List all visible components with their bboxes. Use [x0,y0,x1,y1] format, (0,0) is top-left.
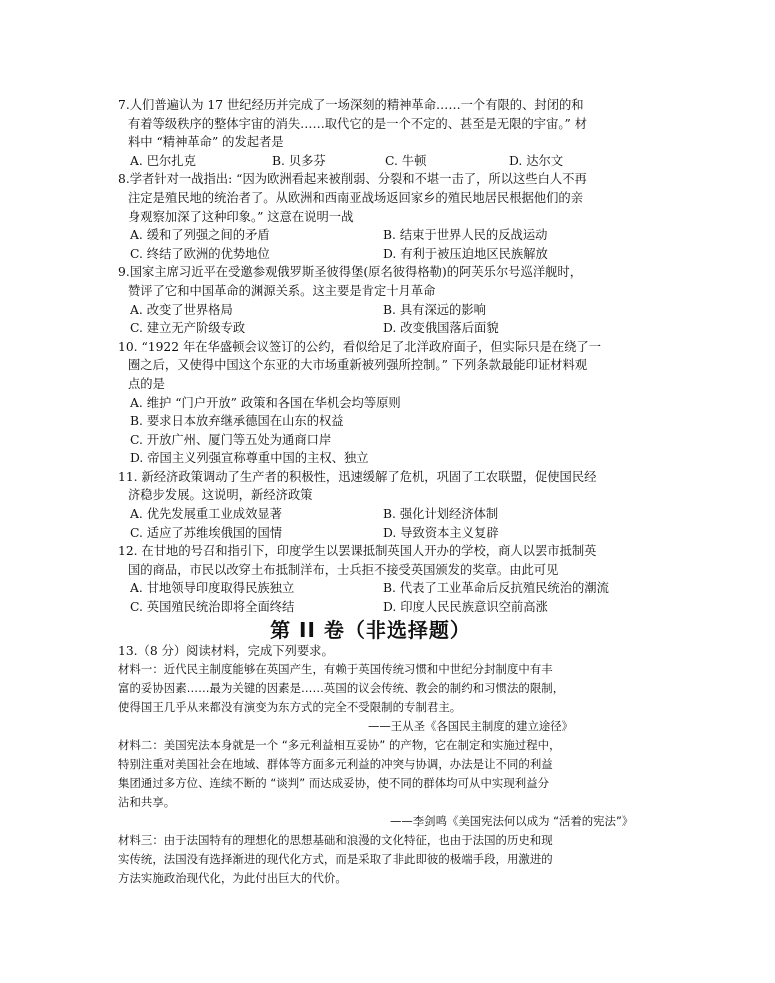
material-2-source: ——李剑鸣《美国宪法何以成为 “活着的宪法”》 [390,814,634,829]
question-8 [118,170,663,263]
material-3-line: 方法实施政治现代化，为此付出巨大的代价。 [118,871,347,886]
option-b[interactable]: B. 贝多芬 [272,153,326,168]
option-d[interactable]: D. 导致资本主义复辟 [383,525,499,540]
option-d[interactable]: D. 改变俄国落后面貌 [383,321,499,336]
material-1 [118,660,663,717]
option-d[interactable]: D. 有利于被压迫地区民族解放 [383,246,548,261]
question-10-line: 点的是 [128,376,165,391]
question-8-line: 8.学者针对一战指出: “因为欧洲看起来被削弱、分裂和不堪一击了，所以这些白人不再 [118,172,587,187]
question-7-options [118,152,663,171]
section-title: 第 II 卷（非选择题） [270,617,471,642]
material-1-line: 富的妥协因素……最为关键的因素是……英国的议会传统、教会的制约和习惯法的限制， [118,681,565,696]
question-7-line: 有着等级秩序的整体宇宙的消失……取代它的是一个不定的、甚至是无限的宇宙。” 材 [128,116,588,131]
option-c[interactable]: C. 英国殖民统治即将全面终结 [130,600,295,615]
question-7 [118,96,663,170]
option-a[interactable]: A. 改变了世界格局 [130,302,233,317]
material-1-line: 使得国王几乎从来都没有演变为东方式的完全不受限制的专制君主。 [118,700,462,715]
question-10-line: 圈之后，又使得中国这个东亚的大市场重新被列强所控制。” 下列条款最能印证材料观 [128,358,588,373]
material-1-source: ——王从圣《各国民主制度的建立途径》 [368,719,574,734]
option-a[interactable]: A. 缓和了列强之间的矛盾 [130,228,270,243]
question-12 [118,542,663,616]
material-1-line: 材料一：近代民主制度能够在英国产生，有赖于英国传统习惯和中世纪分封制度中有丰 [118,662,553,677]
question-8-line: 身观察加深了这种印象。” 这意在说明一战 [128,209,354,224]
option-d[interactable]: D. 达尔文 [509,153,564,168]
question-9 [118,263,663,337]
question-7-line: 7.人们普遍认为 17 世纪经历并完成了一场深刻的精神革命……一个有限的、封闭的和 [118,98,584,112]
option-c[interactable]: C. 建立无产阶级专政 [130,321,246,336]
question-11 [118,468,663,542]
question-11-line: 济稳步发展。这说明，新经济政策 [128,488,313,503]
option-b[interactable]: B. 要求日本放弃继承德国在山东的权益 [130,414,344,429]
material-2 [118,736,663,812]
question-11-line: 11. 新经济政策调动了生产者的积极性，迅速缓解了危机，巩固了工农联盟，促使国民经 [118,469,597,484]
option-b[interactable]: B. 强化计划经济体制 [383,507,499,522]
option-b[interactable]: B. 具有深远的影响 [383,302,486,317]
option-c[interactable]: C. 开放广州、厦门等五处为通商口岸 [130,432,332,447]
option-b[interactable]: B. 代表了工业革命后反抗殖民统治的潮流 [383,581,609,596]
question-12-line: 12. 在甘地的号召和指引下，印度学生以罢课抵制英国人开办的学校，商人以罢市抵制英 [118,544,597,559]
material-2-line: 集团通过多方位、连续不断的 “谈判” 而达成妥协，使不同的群体均可从中实现利益分 [118,776,550,791]
material-3-line: 材料三：由于法国特有的理想化的思想基础和浪漫的文化特征，也由于法国的历史和现 [118,833,553,848]
option-a[interactable]: A. 优先发展重工业成效显著 [130,507,282,522]
option-d[interactable]: D. 帝国主义列强宣称尊重中国的主权、独立 [130,451,369,466]
question-11-options [118,505,663,524]
option-a[interactable]: A. 巴尔扎克 [130,153,196,168]
question-10 [118,338,663,468]
question-7-line: 料中 “精神革命” 的发起者是 [128,135,284,150]
material-2-line: 材料二：美国宪法本身就是一个 “多元利益相互妥协” 的产物，它在制定和实施过程中， [118,738,561,753]
option-a[interactable]: A. 维护 “门户开放” 政策和各国在华机会均等原则 [130,395,401,410]
question-9-line: 9.国家主席习近平在受邀参观俄罗斯圣彼得堡(原名彼得格勒)的阿芙乐尔号巡洋舰时， [118,265,583,280]
material-3 [118,831,663,888]
question-8-options [118,245,663,264]
question-8-line: 注定是殖民地的统治者了。从欧洲和西南亚战场返回家乡的殖民地居民根据他们的亲 [128,190,583,205]
question-13 [118,642,663,889]
question-12-options [118,579,663,598]
material-2-line: 沾和共享。 [118,795,176,810]
question-10-line: 10. “1922 年在华盛顿会议签订的公约，看似给足了北洋政府面子，但实际只是在绕了一 [118,339,602,354]
material-3-line: 实传统，法国没有选择渐进的现代化方式，而是采取了非此即彼的极端手段，用激进的 [118,852,553,867]
question-8-options [118,226,663,245]
question-9-options [118,301,663,320]
material-2-line: 特别注重对美国社会在地域、群体等方面多元利益的冲突与协调，办法是让不同的利益 [118,757,553,772]
question-11-options [118,524,663,543]
question-12-line: 国的商品，市民以改穿土布抵制洋布，士兵拒不接受英国颁发的奖章。由此可见 [128,562,559,577]
exam-page [118,96,663,888]
question-12-options [118,598,663,617]
question-13-prompt: 13.（8 分）阅读材料，完成下列要求。 [118,643,334,658]
option-c[interactable]: C. 适应了苏维埃俄国的国情 [130,525,283,540]
option-c[interactable]: C. 牛顿 [385,153,427,168]
question-9-line: 赞评了它和中国革命的渊源关系。这主要是肯定十月革命 [128,283,436,298]
option-c[interactable]: C. 终结了欧洲的优势地位 [130,246,270,261]
option-d[interactable]: D. 印度人民民族意识空前高涨 [383,600,548,615]
option-b[interactable]: B. 结束于世界人民的反战运动 [383,228,548,243]
option-a[interactable]: A. 甘地领导印度取得民族独立 [130,581,295,596]
question-9-options [118,319,663,338]
